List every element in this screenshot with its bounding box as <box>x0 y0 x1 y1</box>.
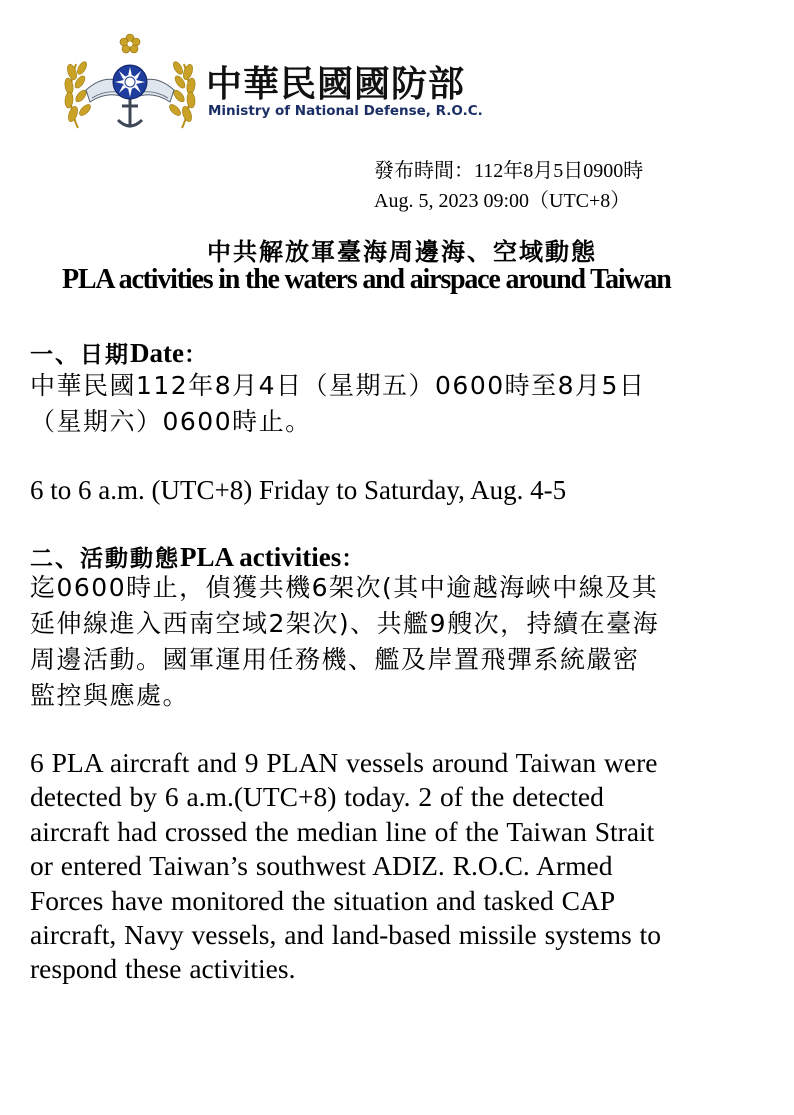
section-activities-body-zh <box>30 570 790 714</box>
ministry-emblem-logo <box>56 28 204 140</box>
text-line: or entered Taiwan’s southwest ADIZ. R.O.C. Armed <box>30 850 613 882</box>
text-line: 監控與應處。 <box>30 681 190 710</box>
org-name-zh: 中華民國國防部 <box>206 64 466 105</box>
document-title-zh: 中共解放軍臺海周邊海、空域動態 <box>207 238 597 266</box>
text-line: aircraft, Navy vessels, and land-based missile systems to <box>30 919 661 951</box>
text-line: respond these activities. <box>30 953 296 985</box>
text-line: 中華民國112年8月4日（星期五）0600時至8月5日 <box>30 371 646 400</box>
org-name-en: Ministry of National Defense, R.O.C. <box>208 103 483 119</box>
section-activities-heading-en: PLA activities <box>180 542 342 572</box>
text-line: （星期六）0600時止。 <box>30 407 312 436</box>
text-line: 延伸線進入西南空域2架次)、共艦9艘次，持續在臺海 <box>30 609 660 638</box>
text-line: 周邊活動。國軍運用任務機、艦及岸置飛彈系統嚴密 <box>30 645 640 674</box>
release-time-zh: 發布時間：112年8月5日0900時 <box>374 160 644 182</box>
text-line: 6 PLA aircraft and 9 PLAN vessels around Taiwan were <box>30 747 658 778</box>
release-time <box>374 156 643 216</box>
text-line: aircraft had crossed the median line of the Taiwan Strait <box>30 815 655 847</box>
text-line: 迄0600時止，偵獲共機6架次(其中逾越海峽中線及其 <box>30 573 659 602</box>
text-line: detected by 6 a.m.(UTC+8) today. 2 of the detected <box>30 781 604 813</box>
document-title-en: PLA activities in the waters and airspace around Taiwan <box>62 264 671 295</box>
section-date-heading-colon: ： <box>183 342 209 368</box>
section-activities-heading-colon: ： <box>341 546 367 572</box>
section-activities-heading-zh: 二、活動動態 <box>30 546 180 572</box>
release-time-en: Aug. 5, 2023 09:00（UTC+8） <box>374 190 631 212</box>
section-activities-body-en <box>30 746 790 987</box>
section-activities-heading <box>30 540 366 573</box>
text-line: Forces have monitored the situation and tasked CAP <box>30 884 616 916</box>
section-date-heading <box>30 336 209 369</box>
section-date-heading-en: Date <box>130 338 184 368</box>
section-date-body-zh <box>30 368 790 440</box>
section-date-body-en: 6 to 6 a.m. (UTC+8) Friday to Saturday, Aug. 4-5 <box>30 475 567 505</box>
section-date-heading-zh: 一、日期 <box>30 342 130 368</box>
